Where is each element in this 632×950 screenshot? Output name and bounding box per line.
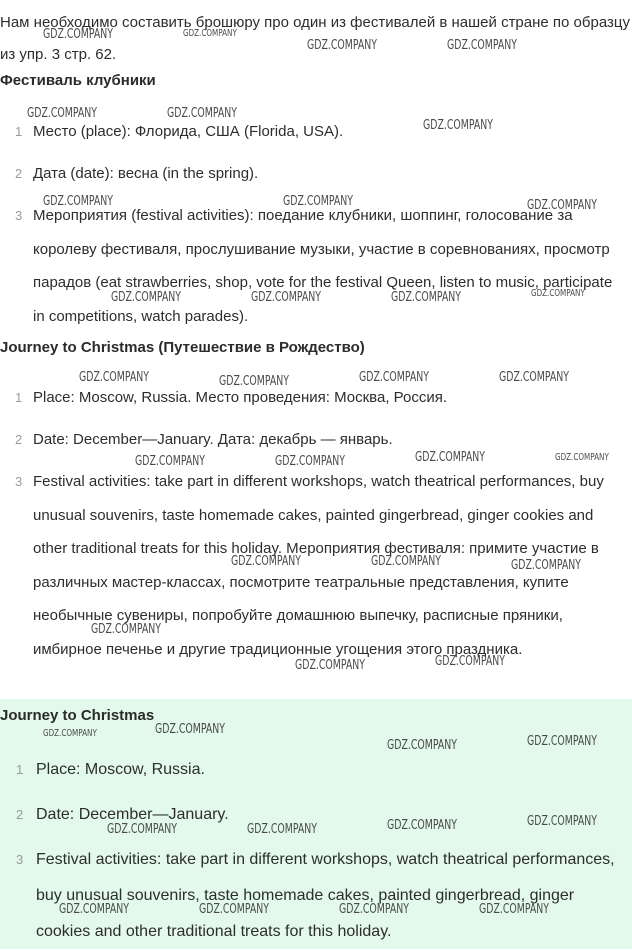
watermark: GDZ.COMPANY bbox=[359, 370, 429, 385]
section-title-journey-ru: Journey to Christmas (Путешествие в Рождество) bbox=[0, 339, 365, 356]
watermark: GDZ.COMPANY bbox=[231, 554, 301, 569]
watermark: GDZ.COMPANY bbox=[307, 38, 377, 53]
watermark: GDZ.COMPANY bbox=[423, 118, 493, 133]
item-text: Place: Moscow, Russia. Место проведения: Москва, Россия. bbox=[33, 389, 448, 406]
item-text: Festival activities: take part in different workshops, watch theatrical performances, buy unusual souvenirs, taste homemade cakes, painted gingerbread, ginger cookies and other traditional treats for this holiday. Мероприятия фестиваля: примите участие в различных мастер-классах, посмотрите театральные представления, купите необычные сувениры, попробуйте домашнюю выпечку, расписные пряники, имбирное печенье и другие традиционные угощения этого праздника. bbox=[33, 473, 604, 658]
watermark: GDZ.COMPANY bbox=[339, 902, 409, 917]
watermark: GDZ.COMPANY bbox=[527, 734, 597, 749]
watermark: GDZ.COMPANY bbox=[479, 902, 549, 917]
watermark: GDZ.COMPANY bbox=[199, 902, 269, 917]
section-title-strawberry: Фестиваль клубники bbox=[0, 72, 156, 89]
item-text: Date: December—January. bbox=[36, 806, 229, 823]
watermark: GDZ.COMPANY bbox=[391, 290, 461, 305]
watermark: GDZ.COMPANY bbox=[219, 374, 289, 389]
watermark: GDZ.COMPANY bbox=[527, 814, 597, 829]
watermark: GDZ.COMPANY bbox=[59, 902, 129, 917]
watermark: GDZ.COMPANY bbox=[511, 558, 581, 573]
watermark: GDZ.COMPANY bbox=[283, 194, 353, 209]
list-item bbox=[0, 199, 632, 333]
watermark: GDZ.COMPANY bbox=[247, 822, 317, 837]
item-number: 3 bbox=[15, 208, 23, 223]
watermark: GDZ.COMPANY bbox=[167, 106, 237, 121]
intro-paragraph: Нам необходимо составить брошюру про один из фестивалей в нашей стране по образцу из упр. 3 стр. 62. bbox=[0, 14, 630, 63]
item-number: 1 bbox=[16, 762, 24, 777]
list-item bbox=[0, 115, 632, 157]
watermark: GDZ.COMPANY bbox=[371, 554, 441, 569]
item-text: Place: Moscow, Russia. bbox=[36, 761, 205, 778]
watermark: GDZ.COMPANY bbox=[251, 290, 321, 305]
watermark: GDZ.COMPANY bbox=[531, 288, 585, 299]
item-text: Date: December—January. Дата: декабрь — январь. bbox=[33, 431, 393, 448]
item-number: 3 bbox=[15, 474, 23, 489]
watermark: GDZ.COMPANY bbox=[275, 454, 345, 469]
list-item bbox=[0, 381, 632, 423]
item-number: 1 bbox=[15, 390, 23, 405]
list-item bbox=[0, 157, 632, 199]
watermark: GDZ.COMPANY bbox=[111, 290, 181, 305]
watermark: GDZ.COMPANY bbox=[91, 622, 161, 637]
item-number: 2 bbox=[16, 807, 24, 822]
item-number: 2 bbox=[15, 166, 23, 181]
watermark: GDZ.COMPANY bbox=[43, 728, 97, 739]
watermark: GDZ.COMPANY bbox=[555, 452, 609, 463]
item-text: Festival activities: take part in different workshops, watch theatrical performances, buy unusual souvenirs, taste homemade cakes, painted gingerbread, ginger cookies and other traditional treats for this holiday. bbox=[36, 851, 615, 940]
watermark: GDZ.COMPANY bbox=[527, 198, 597, 213]
list-item bbox=[0, 752, 632, 797]
watermark: GDZ.COMPANY bbox=[183, 28, 237, 39]
watermark: GDZ.COMPANY bbox=[447, 38, 517, 53]
watermark: GDZ.COMPANY bbox=[43, 194, 113, 209]
item-number: 2 bbox=[15, 432, 23, 447]
list-item bbox=[0, 842, 632, 950]
watermark: GDZ.COMPANY bbox=[135, 454, 205, 469]
watermark: GDZ.COMPANY bbox=[387, 738, 457, 753]
watermark: GDZ.COMPANY bbox=[107, 822, 177, 837]
section-title-journey-en: Journey to Christmas bbox=[0, 707, 155, 724]
watermark: GDZ.COMPANY bbox=[415, 450, 485, 465]
watermark: GDZ.COMPANY bbox=[155, 722, 225, 737]
item-text: Дата (date): весна (in the spring). bbox=[33, 165, 259, 182]
item-number: 1 bbox=[15, 124, 23, 139]
watermark: GDZ.COMPANY bbox=[295, 658, 365, 673]
watermark: GDZ.COMPANY bbox=[435, 654, 505, 669]
item-text: Мероприятия (festival activities): поедание клубники, шоппинг, голосование за королеву фестиваля, прослушивание музыки, участие в соревнованиях, просмотр парадов (eat strawberries, shop, vote for the festival Queen, listen to music, participate in competitions, watch parades). bbox=[33, 207, 613, 325]
section-list-journey-en bbox=[0, 752, 632, 950]
watermark: GDZ.COMPANY bbox=[43, 27, 113, 42]
watermark: GDZ.COMPANY bbox=[27, 106, 97, 121]
item-number: 3 bbox=[16, 852, 24, 867]
item-text: Место (place): Флорида, США (Florida, USA). bbox=[33, 123, 344, 140]
watermark: GDZ.COMPANY bbox=[79, 370, 149, 385]
watermark: GDZ.COMPANY bbox=[387, 818, 457, 833]
watermark: GDZ.COMPANY bbox=[499, 370, 569, 385]
